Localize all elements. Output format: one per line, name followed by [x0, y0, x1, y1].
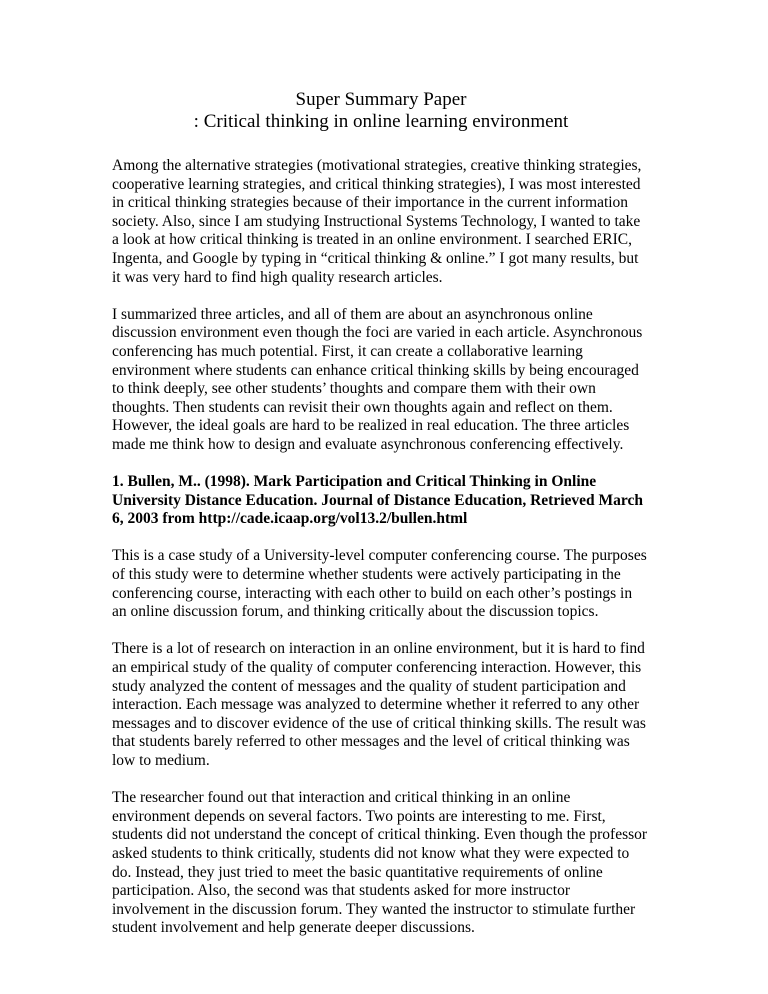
document-body [112, 157, 650, 938]
title-line-2: : Critical thinking in online learning environment [193, 111, 569, 132]
reference-heading-1: 1. Bullen, M.. (1998). Mark Participation and Critical Thinking in Online University Distance Education. Journal of Distance Education, Retrieved March 6, 2003 from http://cade.icaap.org/vol13.2/bullen.html [112, 473, 643, 528]
title-line-1: Super Summary Paper [295, 89, 467, 110]
intro-paragraph-2: I summarized three articles, and all of them are about an asynchronous online discussion environment even though the foci are varied in each article. Asynchronous conferencing has much potential. First, it can create a collaborative learning environment where students can enhance critical thinking skills by being encouraged to think deeply, see other students’ thoughts and compare them with their own thoughts. Then students can revisit their own thoughts again and reflect on them. However, the ideal goals are hard to be realized in real education. The three articles made me think how to design and evaluate asynchronous conferencing effectively. [112, 305, 643, 453]
summary-paragraph-2: There is a lot of research on interaction in an online environment, but it is hard to find an empirical study of the quality of computer conferencing interaction. However, this study analyzed the content of messages and the quality of student participation and interaction. Each message was analyzed to determine whether it referred to any other messages and to discover evidence of the use of critical thinking skills. The result was that students barely referred to other messages and the level of critical thinking was low to medium. [112, 640, 646, 769]
summary-paragraph-1: This is a case study of a University-level computer conferencing course. The purposes of this study were to determine whether students were actively participating in the conferencing course, interacting with each other to build on each other’s postings in an online discussion forum, and thinking critically about the discussion topics. [112, 547, 647, 621]
intro-paragraph-1: Among the alternative strategies (motivational strategies, creative thinking strategies, cooperative learning strategies, and critical thinking strategies), I was most interested in critical thinking strategies because of their importance in the current information society. Also, since I am studying Instructional Systems Technology, I wanted to take a look at how critical thinking is treated in an online environment. I searched ERIC, Ingenta, and Google by typing in “critical thinking & online.” I got many results, but it was very hard to find high quality research articles. [112, 157, 642, 286]
document-title [112, 0, 650, 133]
summary-paragraph-3: The researcher found out that interaction and critical thinking in an online environment depends on several factors. Two points are interesting to me. First, students did not understand the concept of critical thinking. Even though the professor asked students to think critically, students did not know what they were expected to do. Instead, they just tried to meet the basic quantitative requirements of online participation. Also, the second was that students asked for more instructor involvement in the discussion forum. They wanted the instructor to stimulate further student involvement and help generate deeper discussions. [112, 789, 648, 937]
